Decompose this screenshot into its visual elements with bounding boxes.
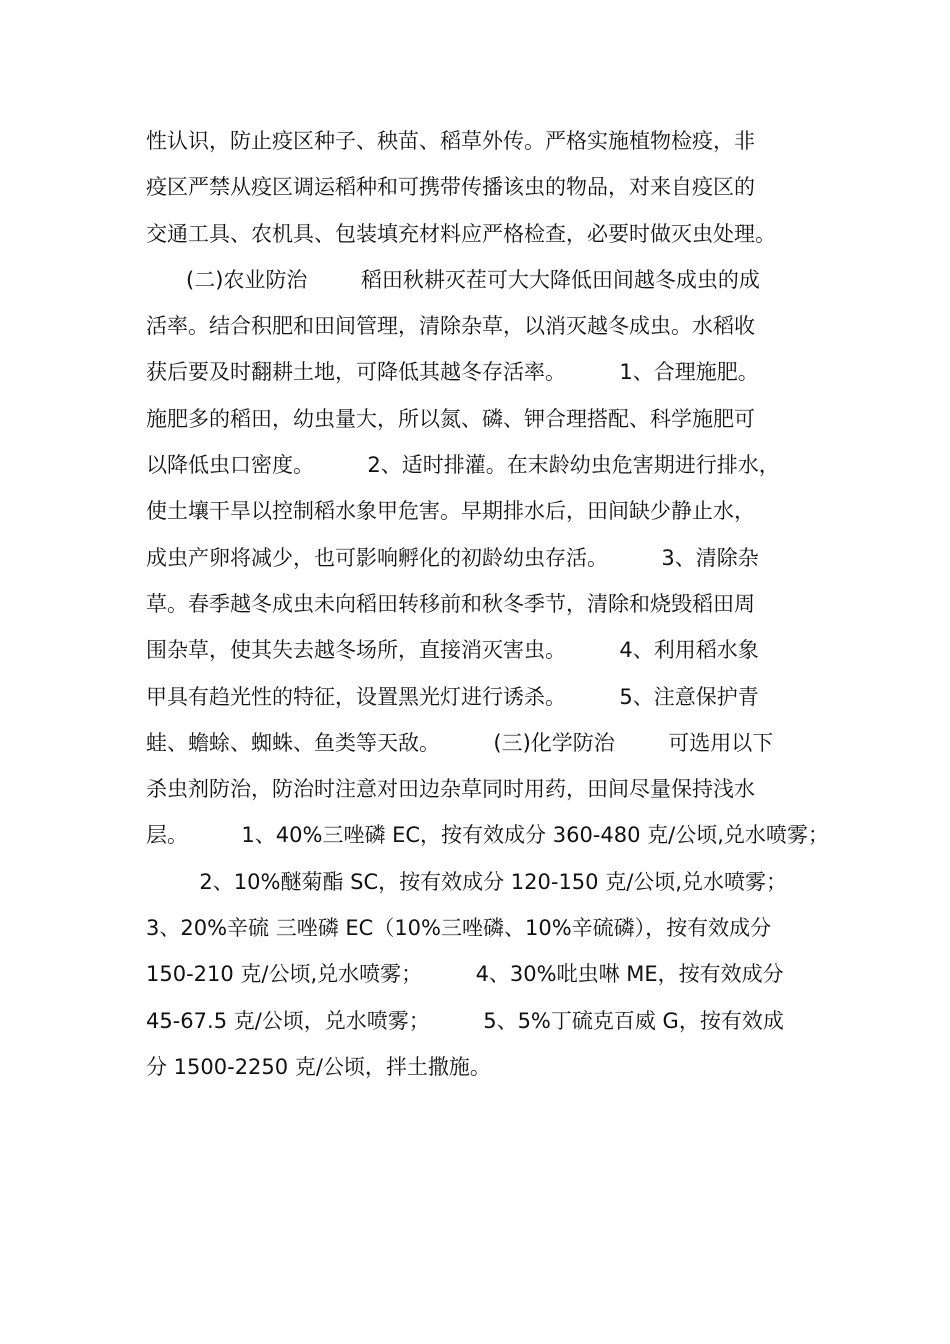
- body-text: [146, 118, 829, 1090]
- text-line: 层。 1、40%三唑磷 EC，按有效成分 360-480 克/公顷,兑水喷雾；: [146, 823, 829, 848]
- text-line: 以降低虫口密度。 2、适时排灌。在末龄幼虫危害期进行排水，: [146, 453, 780, 478]
- text-line: 成虫产卵将减少，也可影响孵化的初龄幼虫存活。 3、清除杂: [146, 545, 759, 570]
- text-line: 施肥多的稻田，幼虫量大，所以氮、磷、钾合理搭配、科学施肥可: [146, 406, 755, 431]
- text-line: 围杂草，使其失去越冬场所，直接消灭害虫。 4、利用稻水象: [146, 638, 759, 663]
- text-line: 性认识，防止疫区种子、秧苗、稻草外传。严格实施植物检疫，非: [146, 129, 755, 153]
- text-line: 获后要及时翻耕土地，可降低其越冬存活率。 1、合理施肥。: [146, 360, 759, 385]
- text-line: 活率。结合积肥和田间管理，清除杂草，以消灭越冬成虫。水稻收: [146, 314, 755, 339]
- text-line: 分 1500-2250 克/公顷，拌土撒施。: [146, 1054, 491, 1079]
- text-line: 150-210 克/公顷,兑水喷雾； 4、30%吡虫啉 ME，按有效成分: [146, 962, 784, 987]
- text-line: 杀虫剂防治，防治时注意对田边杂草同时用药，田间尽量保持浅水: [146, 777, 755, 802]
- text-line: 甲具有趋光性的特征，设置黑光灯进行诱杀。 5、注意保护青: [146, 684, 759, 709]
- text-line: 3、20%辛硫 三唑磷 EC（10%三唑磷、10%辛硫磷），按有效成分: [146, 916, 772, 941]
- text-line: 草。春季越冬成虫未向稻田转移前和秋冬季节，清除和烧毁稻田周: [146, 591, 755, 616]
- text-line: 2、10%醚菊酯 SC，按有效成分 120-150 克/公顷,兑水喷雾；: [146, 869, 787, 894]
- text-line: 交通工具、农机具、包装填充材料应严格检查，必要时做灭虫处理。: [146, 221, 776, 246]
- text-line: 蛙、蟾蜍、蜘蛛、鱼类等天敌。 (三)化学防治 可选用以下: [146, 730, 774, 755]
- text-line: (二)农业防治 稻田秋耕灭茬可大大降低田间越冬成虫的成: [146, 267, 760, 292]
- text-line: 使土壤干旱以控制稻水象甲危害。早期排水后，田间缺少静止水，: [146, 499, 755, 524]
- text-line: 疫区严禁从疫区调运稻种和可携带传播该虫的物品，对来自疫区的: [146, 175, 755, 200]
- text-line: 45-67.5 克/公顷，兑水喷雾； 5、5%丁硫克百威 G，按有效成: [146, 1008, 784, 1033]
